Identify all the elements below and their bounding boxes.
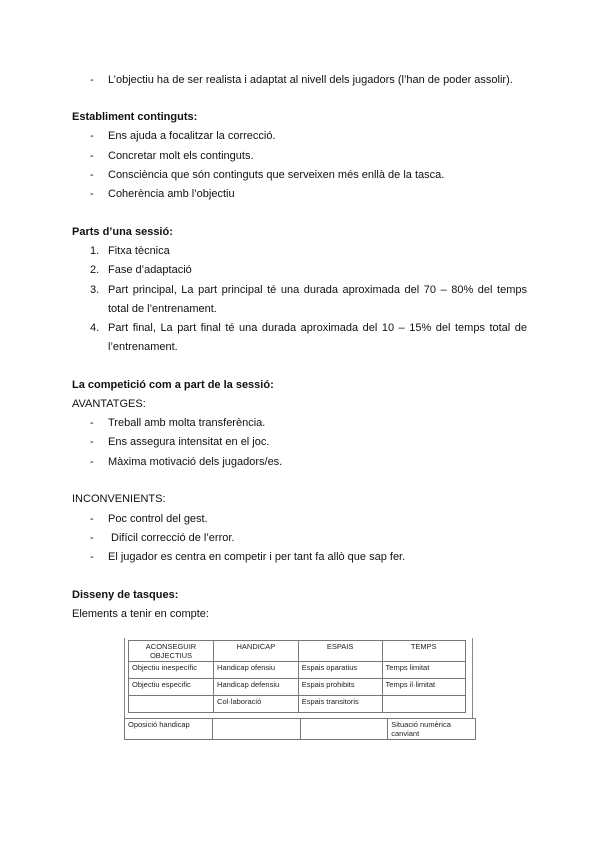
list-dash: -: [90, 130, 94, 142]
list-dash: -: [90, 513, 94, 525]
table-header-cell: ESPAIS: [298, 641, 382, 662]
section-heading-competicio: La competició com a part de la sessió:: [72, 379, 274, 391]
intro-list-item: L’objectiu ha de ser realista i adaptat al nivell dels jugadors (l’han de poder assolir).: [108, 74, 513, 86]
table-footer-row: [125, 719, 476, 740]
list-number: 2.: [90, 264, 100, 276]
list-item-continuation: l’entrenament.: [108, 341, 178, 353]
table-row: [129, 696, 466, 713]
table-cell: Handicap ofensiu: [214, 662, 299, 679]
list-dash: -: [90, 188, 94, 200]
list-item: Fitxa tècnica: [108, 245, 170, 257]
table-cell: Temps limitat: [382, 662, 465, 679]
table-cell: Espais oparatius: [298, 662, 382, 679]
table-cell: [129, 696, 214, 713]
list-item: El jugador es centra en competir i per tant fa allò que sap fer.: [108, 551, 406, 563]
table-row: [129, 679, 466, 696]
section-heading-continguts: Establiment continguts:: [72, 111, 198, 123]
list-item: Ens ajuda a focalitzar la correcció.: [108, 130, 276, 142]
list-number: 1.: [90, 245, 100, 257]
table-cell: [300, 719, 388, 740]
section-heading-parts: Parts d’una sessió:: [72, 226, 173, 238]
list-number: 3.: [90, 284, 100, 296]
table-cell: Espais prohibits: [298, 679, 382, 696]
list-item: Poc control del gest.: [108, 513, 208, 525]
avantatges-label: AVANTATGES:: [72, 398, 146, 410]
table-cell: Temps il·limitat: [382, 679, 465, 696]
table-footer: [124, 718, 476, 740]
table-row: [129, 662, 466, 679]
list-item: Consciència que són continguts que serveixen més enllà de la tasca.: [108, 169, 445, 181]
list-dash: -: [90, 456, 94, 468]
table-cell: [212, 719, 300, 740]
elements-table: [128, 640, 466, 713]
list-dash: -: [90, 532, 94, 544]
list-item: Difícil correcció de l’error.: [111, 532, 235, 544]
list-dash: -: [90, 74, 94, 86]
list-number: 4.: [90, 322, 100, 334]
table-cell: [382, 696, 465, 713]
list-item: Treball amb molta transferència.: [108, 417, 266, 429]
list-item: Part final, La part final té una durada aproximada del 10 – 15% del temps total de: [108, 322, 527, 334]
table-cell: Objectiu especific: [129, 679, 214, 696]
table-header-cell: HANDICAP: [214, 641, 299, 662]
inconvenients-label: INCONVENIENTS:: [72, 493, 166, 505]
table-cell: Handicap defensiu: [214, 679, 299, 696]
list-dash: -: [90, 551, 94, 563]
table-header-cell: TEMPS: [382, 641, 465, 662]
list-dash: -: [90, 150, 94, 162]
list-item: Màxima motivació dels jugadors/es.: [108, 456, 283, 468]
list-item: Part principal, La part principal té una durada aproximada del 70 – 80% del temps: [108, 284, 527, 296]
list-item: Coherència amb l’objectiu: [108, 188, 235, 200]
list-item-continuation: total de l’entrenament.: [108, 303, 217, 315]
table-cell: Situació numèrica canviant: [388, 719, 476, 740]
list-dash: -: [90, 436, 94, 448]
section-subtitle: Elements a tenir en compte:: [72, 608, 209, 620]
list-item: Fase d’adaptació: [108, 264, 192, 276]
table-cell: Espais transitoris: [298, 696, 382, 713]
table-side-line: [472, 638, 473, 718]
table-cell: Oposició handicap: [125, 719, 213, 740]
table-header-row: [129, 641, 466, 662]
list-item: Ens assegura intensitat en el joc.: [108, 436, 270, 448]
section-heading-disseny: Disseny de tasques:: [72, 589, 179, 601]
list-item: Concretar molt els continguts.: [108, 150, 254, 162]
table-cell: Objectiu inespecífic: [129, 662, 214, 679]
table-side-line: [124, 638, 125, 718]
table-cell: Col·laboració: [214, 696, 299, 713]
list-dash: -: [90, 417, 94, 429]
list-dash: -: [90, 169, 94, 181]
table-header-cell: ACONSEGUIR OBJECTIUS: [129, 641, 214, 662]
